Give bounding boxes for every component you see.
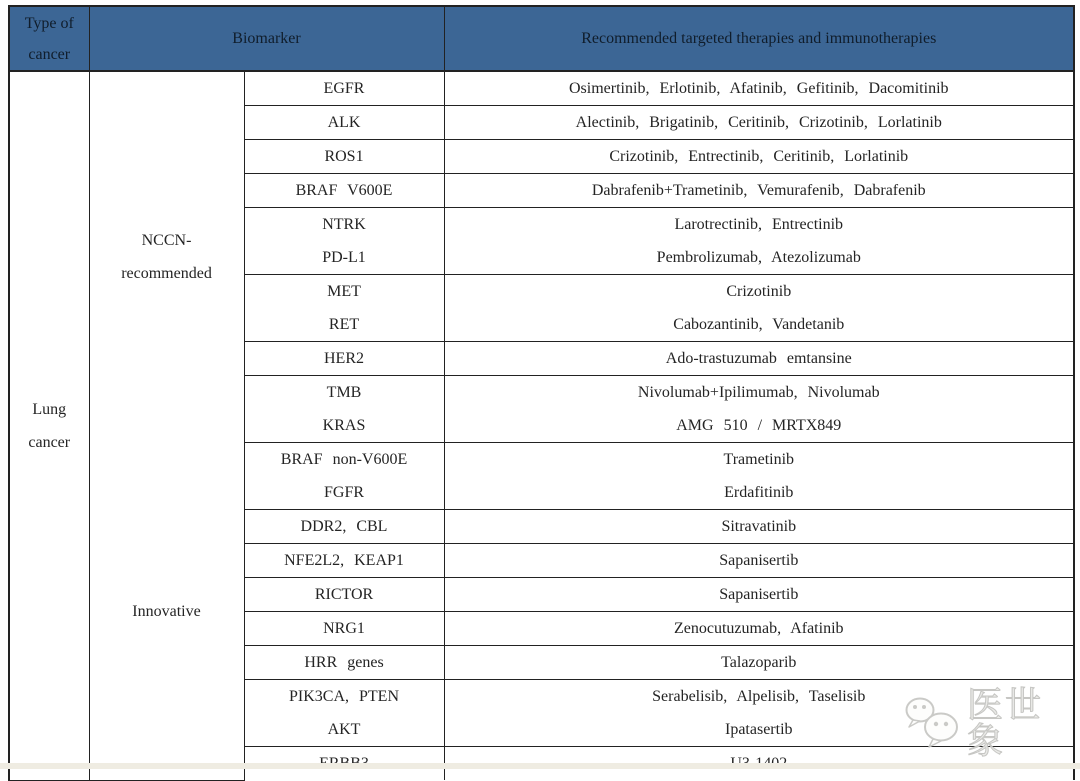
biomarker-cell bbox=[244, 612, 444, 646]
therapy-cell bbox=[444, 578, 1074, 612]
therapy-cell-line: Serabelisib, Alpelisib, Taselisib bbox=[652, 688, 866, 705]
biomarker-cell-line: TMB bbox=[326, 384, 362, 401]
therapy-cell-line: Nivolumab+Ipilimumab, Nivolumab bbox=[637, 384, 880, 401]
biomarker-cell-line: AKT bbox=[327, 721, 361, 738]
biomarker-cell bbox=[244, 71, 444, 106]
therapy-cell bbox=[444, 208, 1074, 275]
biomarker-cell-line: NFE2L2, KEAP1 bbox=[284, 552, 404, 569]
therapy-cell-line: Trametinib bbox=[723, 451, 795, 468]
therapy-cell bbox=[444, 510, 1074, 544]
cancer-type-cell-line: Lung bbox=[32, 400, 67, 418]
therapy-cell bbox=[444, 443, 1074, 510]
biomarker-cell-line: RICTOR bbox=[314, 586, 374, 603]
therapy-cell bbox=[444, 71, 1074, 106]
therapy-cell-line: Cabozantinib, Vandetanib bbox=[673, 316, 845, 333]
header-row bbox=[9, 6, 1074, 71]
table-body bbox=[9, 71, 1074, 780]
biomarker-cell bbox=[244, 510, 444, 544]
table-row bbox=[9, 443, 1074, 510]
biomarker-cell-line: HER2 bbox=[324, 350, 364, 367]
biomarker-cell-line: NRG1 bbox=[323, 620, 365, 637]
biomarker-cell bbox=[244, 680, 444, 747]
biomarker-cell bbox=[244, 544, 444, 578]
group-cell-nccn bbox=[89, 71, 244, 443]
table-header bbox=[9, 6, 1074, 71]
header-type-of-cancer-line1: Type of bbox=[24, 14, 74, 32]
biomarker-cell-line: EGFR bbox=[323, 80, 365, 97]
biomarker-cell-line: ALK bbox=[327, 114, 361, 131]
therapy-cell-line: Crizotinib, Entrectinib, Ceritinib, Lorlatinib bbox=[609, 148, 909, 165]
group-cell-nccn-line: recommended bbox=[121, 265, 212, 283]
therapy-cell-line: Ado-trastuzumab emtansine bbox=[665, 350, 852, 367]
biomarker-cell bbox=[244, 376, 444, 443]
page-bottom-strip bbox=[0, 763, 1080, 769]
biomarker-cell-line: RET bbox=[328, 316, 360, 333]
therapy-cell bbox=[444, 140, 1074, 174]
therapy-cell-line: AMG 510 / MRTX849 bbox=[676, 417, 842, 434]
biomarker-cell-line: ROS1 bbox=[324, 148, 364, 165]
therapy-cell bbox=[444, 106, 1074, 140]
biomarker-cell bbox=[244, 106, 444, 140]
header-biomarker: Biomarker bbox=[89, 6, 444, 71]
therapy-cell-line: Dabrafenib+Trametinib, Vemurafenib, Dabrafenib bbox=[591, 182, 926, 199]
table-row bbox=[9, 71, 1074, 106]
cancer-type-cell bbox=[9, 71, 89, 780]
group-cell-innovative-line: Innovative bbox=[132, 602, 201, 620]
watermark-text: 医世象 bbox=[967, 685, 1044, 762]
therapy-cell bbox=[444, 342, 1074, 376]
therapy-cell bbox=[444, 612, 1074, 646]
biomarker-cell bbox=[244, 646, 444, 680]
header-type-of-cancer-line2: cancer bbox=[28, 45, 71, 63]
biomarker-cell-line: DDR2, CBL bbox=[300, 518, 388, 535]
therapy-cell-line: Larotrectinib, Entrectinib bbox=[674, 216, 844, 233]
therapy-cell-line: Erdafitinib bbox=[724, 484, 794, 501]
therapy-cell bbox=[444, 544, 1074, 578]
therapy-cell bbox=[444, 376, 1074, 443]
therapy-cell-line: Ipatasertib bbox=[725, 721, 793, 738]
biomarker-cell bbox=[244, 578, 444, 612]
biomarker-cell bbox=[244, 275, 444, 342]
biomarker-cell bbox=[244, 443, 444, 510]
therapy-cell-line: Pembrolizumab, Atezolizumab bbox=[656, 249, 861, 266]
therapy-cell-line: Sapanisertib bbox=[719, 586, 799, 603]
therapy-cell-line: Alectinib, Brigatinib, Ceritinib, Crizotinib, Lorlatinib bbox=[575, 114, 942, 131]
biomarker-cell-line: PD-L1 bbox=[322, 249, 366, 266]
biomarker-cell bbox=[244, 342, 444, 376]
therapy-cell bbox=[444, 174, 1074, 208]
biomarker-table bbox=[8, 5, 1075, 781]
therapy-cell-line: Osimertinib, Erlotinib, Afatinib, Gefitinib, Dacomitinib bbox=[569, 80, 949, 97]
biomarker-cell-line: NTRK bbox=[322, 216, 366, 233]
biomarker-cell bbox=[244, 174, 444, 208]
therapy-cell-line: Sitravatinib bbox=[721, 518, 797, 535]
biomarker-cell-line: KRAS bbox=[322, 417, 366, 434]
therapy-cell-line: Crizotinib bbox=[726, 283, 792, 300]
cancer-type-cell-line: cancer bbox=[28, 433, 71, 451]
biomarker-cell-line: BRAF non-V600E bbox=[280, 451, 408, 468]
therapy-cell bbox=[444, 680, 1074, 747]
header-type-of-cancer bbox=[9, 6, 89, 71]
header-therapies: Recommended targeted therapies and immunotherapies bbox=[444, 6, 1074, 71]
biomarker-cell-line: BRAF V600E bbox=[295, 182, 393, 199]
therapy-cell bbox=[444, 646, 1074, 680]
therapy-cell-line: Sapanisertib bbox=[719, 552, 799, 569]
biomarker-cell-line: MET bbox=[327, 283, 361, 300]
group-cell-nccn-line: NCCN- bbox=[141, 232, 192, 250]
biomarker-cell-line: HRR genes bbox=[304, 654, 384, 671]
biomarker-cell-line: FGFR bbox=[323, 484, 365, 501]
therapy-cell bbox=[444, 275, 1074, 342]
therapy-cell-line: Zenocutuzumab, Afatinib bbox=[674, 620, 844, 637]
therapy-cell-line: Talazoparib bbox=[721, 654, 797, 671]
group-cell-innovative bbox=[89, 443, 244, 781]
biomarker-cell bbox=[244, 140, 444, 174]
biomarker-cell-line: PIK3CA, PTEN bbox=[289, 688, 400, 705]
biomarker-cell bbox=[244, 208, 444, 275]
